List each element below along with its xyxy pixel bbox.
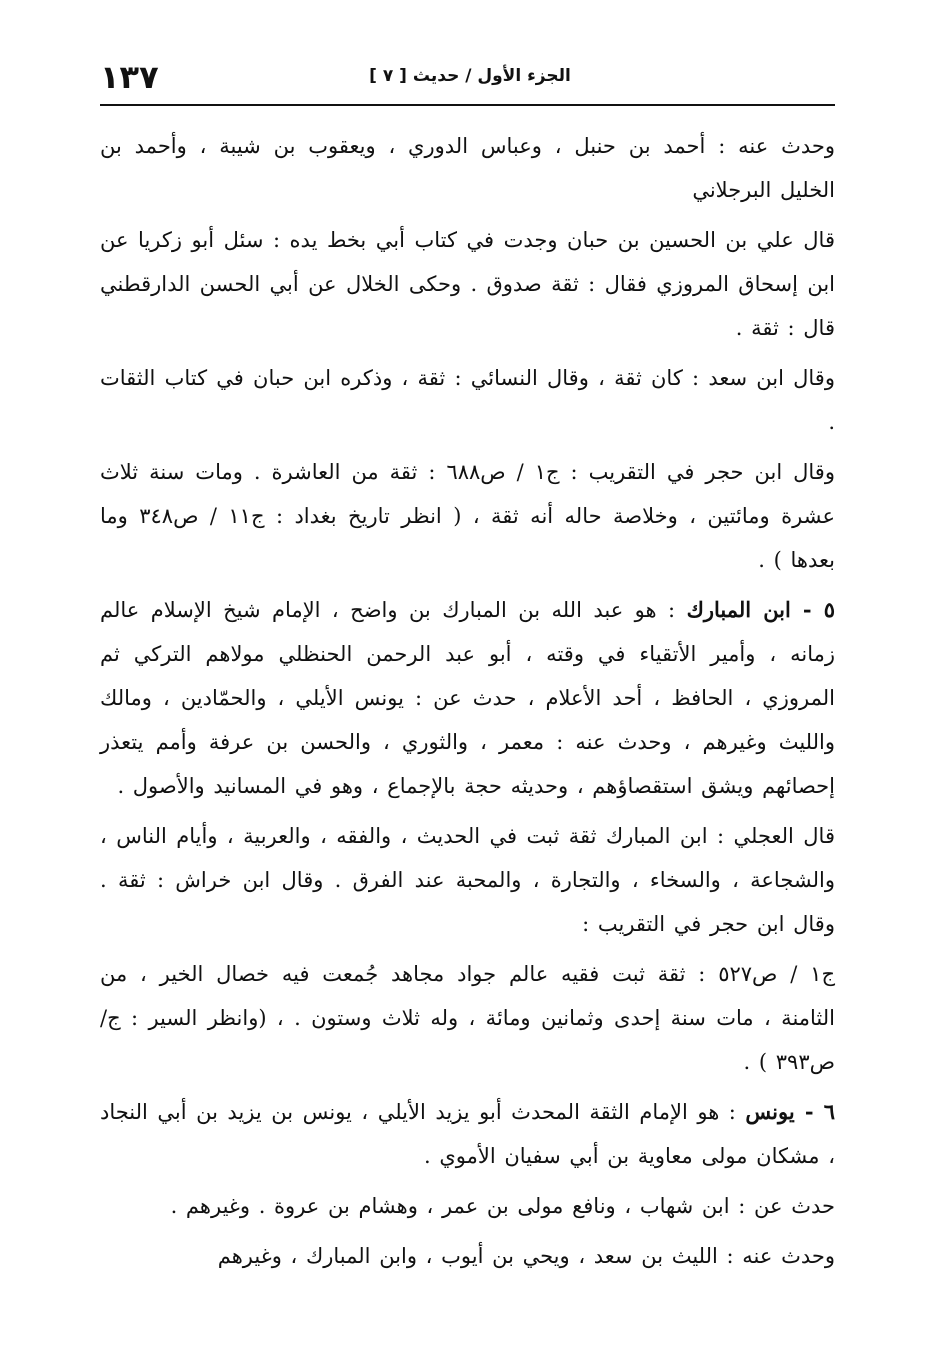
running-head: الجزء الأول / حديث [ ٧ ] — [369, 66, 571, 86]
paragraph — [100, 1090, 835, 1178]
paragraph — [100, 952, 835, 1084]
paragraph-text: : هو عبد الله بن المبارك بن واضح ، الإمام شيخ الإسلام عالم زمانه ، وأمير الأتقياء في وقته ، أبو عبد الرحمن الحنظلي مولاهم التركي ثم المروزي ، الحافظ ، أحد الأعلام ، حدث عن : يونس الأيلي ، والحمّادين ، ومالك والليث وغيرهم ، وحدث عنه : معمر ، والثوري ، والحسن بن عرفة وأمم يتعذر إحصائهم ويشق استقصاؤهم ، وحديثه حجة بالإجماع ، وهو في المسانيد والأصول . — [100, 598, 835, 798]
paragraph — [100, 450, 835, 582]
page-body — [100, 106, 835, 1278]
paragraph-text: وحدث عنه : الليث بن سعد ، ويحي بن أيوب ، وابن المبارك ، وغيرهم — [217, 1244, 835, 1268]
paragraph-text: ج١ / ص٥٢٧ : ثقة ثبت فقيه عالم جواد مجاهد جُمعت فيه خصال الخير ، من الثامنة ، مات سنة إحدى وثمانين ومائة ، وله ثلاث وستون . ، (وانظر السير : ج/ ص٣٩٣ ) . — [100, 962, 835, 1074]
paragraph — [100, 124, 835, 212]
paragraph — [100, 588, 835, 808]
paragraph-text: وقال ابن سعد : كان ثقة ، وقال النسائي : ثقة ، وذكره ابن حبان في كتاب الثقات . — [100, 366, 835, 434]
paragraph — [100, 218, 835, 350]
entry-heading: ٦ - يونس — [745, 1099, 835, 1124]
paragraph-text: حدث عن : ابن شهاب ، ونافع مولى بن عمر ، وهشام بن عروة . وغيرهم . — [170, 1194, 835, 1218]
paragraph-text: وقال ابن حجر في التقريب : ج١ / ص٦٨٨ : ثقة من العاشرة . ومات سنة ثلاث عشرة ومائتين ، وخلاصة حاله أنه ثقة ، ( انظر تاريخ بغداد : ج١١ / ص٣٤٨ وما بعدها ) . — [100, 460, 835, 572]
book-page — [100, 52, 835, 1312]
paragraph-text: قال العجلي : ابن المبارك ثقة ثبت في الحديث ، والفقه ، والعربية ، وأيام الناس ، والشجاعة ، والسخاء ، والتجارة ، والمحبة عند الفرق . وقال ابن خراش : ثقة . وقال ابن حجر في التقريب : — [100, 824, 835, 936]
paragraph-text: قال علي بن الحسين بن حبان وجدت في كتاب أبي بخط يده : سئل أبو زكريا عن ابن إسحاق المروزي فقال : ثقة صدوق . وحكى الخلال عن أبي الحسن الدارقطني قال : ثقة . — [100, 228, 835, 340]
entry-heading: ٥ - ابن المبارك — [686, 597, 835, 622]
paragraph — [100, 814, 835, 946]
paragraph — [100, 356, 835, 444]
paragraph — [100, 1234, 835, 1278]
page-header — [100, 52, 835, 106]
paragraph — [100, 1184, 835, 1228]
paragraph-text: وحدث عنه : أحمد بن حنبل ، وعباس الدوري ، ويعقوب بن شيبة ، وأحمد بن الخليل البرجلاني — [100, 134, 835, 202]
page-number: ١٣٧ — [100, 58, 159, 96]
paragraph-text: : هو الإمام الثقة المحدث أبو يزيد الأيلي ، يونس بن يزيد بن أبي النجاد ، مشكان مولى معاوية بن أبي سفيان الأموي . — [100, 1100, 835, 1168]
